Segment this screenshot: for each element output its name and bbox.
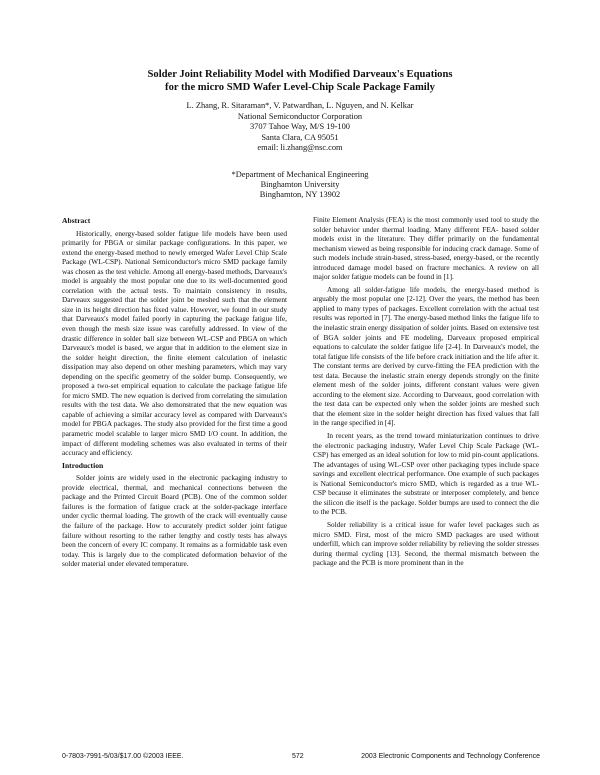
department-name: *Department of Mechanical Engineering: [231, 170, 369, 179]
author-names: L. Zhang, R. Sitaraman*, V. Patwardhan, L. Nguyen, and N. Kelkar: [186, 101, 414, 110]
body-paragraph-1: Finite Element Analysis (FEA) is the most commonly used tool to study the solder behavior under thermal loading. Many different FEA- based solder models exist in the literature. They differ primarily on the fundamental mechanism viewed as being responsible for inducing crack damage. Some of such models include strain-based, stress-based, energy-based, or the recently introduced damage model based on fracture mechanics. A review on all major solder fatigue models can be found in [1].: [313, 215, 539, 282]
author-address-2: Santa Clara, CA 95051: [261, 132, 339, 142]
page-footer: [0, 753, 600, 765]
introduction-heading: Introduction: [62, 460, 104, 470]
body-paragraph-4: Solder reliability is a critical issue for wafer level packages such as micro SMD. First, most of the micro SMD packages are used without underfill, which can improve solder reliability by relieving the solder stresses during thermal cycling [13]. Second, the thermal mismatch between the package and the PCB is more prominent than in the: [313, 519, 539, 568]
left-column: [62, 215, 287, 572]
abstract-heading: Abstract: [62, 216, 91, 225]
footer-page-number: 572: [292, 753, 304, 760]
right-column: [313, 215, 539, 571]
title-line-1: Solder Joint Reliability Model with Modified Darveaux's Equations: [147, 69, 453, 80]
introduction-text: Solder joints are widely used in the electronic packaging industry to provide electrical, thermal, and mechanical connections between the package and the Printed Circuit Board (PCB). One of the common solder failures is the formation of fatigue crack at the solder-package interface under cyclic thermal loading. The growth of the crack will eventually cause the failure of the package. How to accurately predict solder joint fatigue failure without resorting to the rather lengthy and costly tests has always been the concern of every IC company. It remains as a formidable task even today. This is largely due to the complicated deformation behavior of the solder material under elevated temperature.: [62, 473, 287, 569]
title-line-2: for the micro SMD Wafer Level-Chip Scale Package Family: [165, 82, 435, 93]
footer-conference: 2003 Electronic Components and Technology Conference: [361, 753, 540, 760]
author-affiliation: National Semiconductor Corporation: [237, 111, 363, 121]
department-university: Binghamton University: [260, 180, 340, 190]
body-paragraph-2: Among all solder-fatigue life models, the energy-based method is arguably the most popular one [2-12]. Over the years, the method has been applied to many types of packages. Excellent correlation with the actual test results was reported in [7]. The energy-based method links the fatigue life to the inelastic strain energy dissipation of solder joints. Based on extensive test of BGA solder joints and FE modeling, Darveaux proposed empirical equations to calculate the solder fatigue life [2-4]. In Darveaux's model, the total fatigue life consists of the life before crack initiation and the life after it. The constant terms are derived by curve-fitting the FEA prediction with the test data. Because the inelastic strain energy depends strongly on the finite element mesh of the solder joints, different constant values were given according to the element size. According to Darveaux, good correlation with the test data can be expected only when the solder joints are meshed such that the element size in the solder height direction has fixed values that fall in the range specified in [4].: [313, 284, 539, 428]
department-block: [100, 170, 500, 201]
author-block: [100, 101, 500, 154]
body-paragraph-3: In recent years, as the trend toward miniaturization continues to drive the electronic packaging industry, Wafer Level Chip Scale Package (WL-CSP) has emerged as an ideal solution for low to mid pin-count applications. The advantages of using WL-CSP over other packaging types include space savings and excellent electrical performance. One example of such packages is National Semiconductor's micro SMD, which is regarded as a true WL-CSP because it eliminates the substrate or interposer completely, and hence the silicon die itself is the package. Solder bumps are used to connect the die to the PCB.: [313, 431, 539, 517]
author-address-1: 3707 Tahoe Way, M/S 19-100: [249, 122, 350, 132]
paper-title: [60, 68, 540, 94]
author-email: email: li.zhang@nsc.com: [257, 143, 343, 153]
footer-isbn: 0-7803-7991-5/03/$17.00 ©2003 IEEE.: [62, 753, 184, 760]
department-city: Binghamton, NY 13902: [259, 190, 341, 200]
abstract-text: Historically, energy-based solder fatigue life models have been used primarily for PBGA or similar package configurations. In this paper, we extend the energy-based method to newly emerged Wafer Level Chip Scale Package (WL-CSP). National Semiconductor's micro SMD package family was chosen as the test vehicle. Among all energy-based methods, Darveaux's model is arguably the most popular one due to its well-documented good correlation with the actual tests. To maintain consistency in results, Darveaux suggested that the solder joint be meshed such that the element size in its height direction has fixed value. However, we found in our study that Darveaux's model failed poorly in capturing the package fatigue life, even though the mesh size issue was carefully addressed. In view of the drastic difference in solder ball size between WL-CSP and PBGA on which Darveaux's model is based, we argue that in addition to the element size in the solder height direction, the finite element calculation of inelastic dissipation may also depend on other meshing parameters, which may vary depending on the specific geometry of the solder bump. Consequently, we proposed a two-set empirical equation to calculate the package fatigue life for micro SMD. The new equation is derived from correlating the simulation results with the test data. We also demonstrated that the new equation was capable of achieving a similar accuracy level as compared with Darveaux's model for PBGA packages. The study also provided for the first time a good parametric model scalable to larger micro SMD I/O count. In addition, the impact of different modeling schemes was also evaluated in terms of their accuracy and efficiency.: [62, 228, 287, 458]
